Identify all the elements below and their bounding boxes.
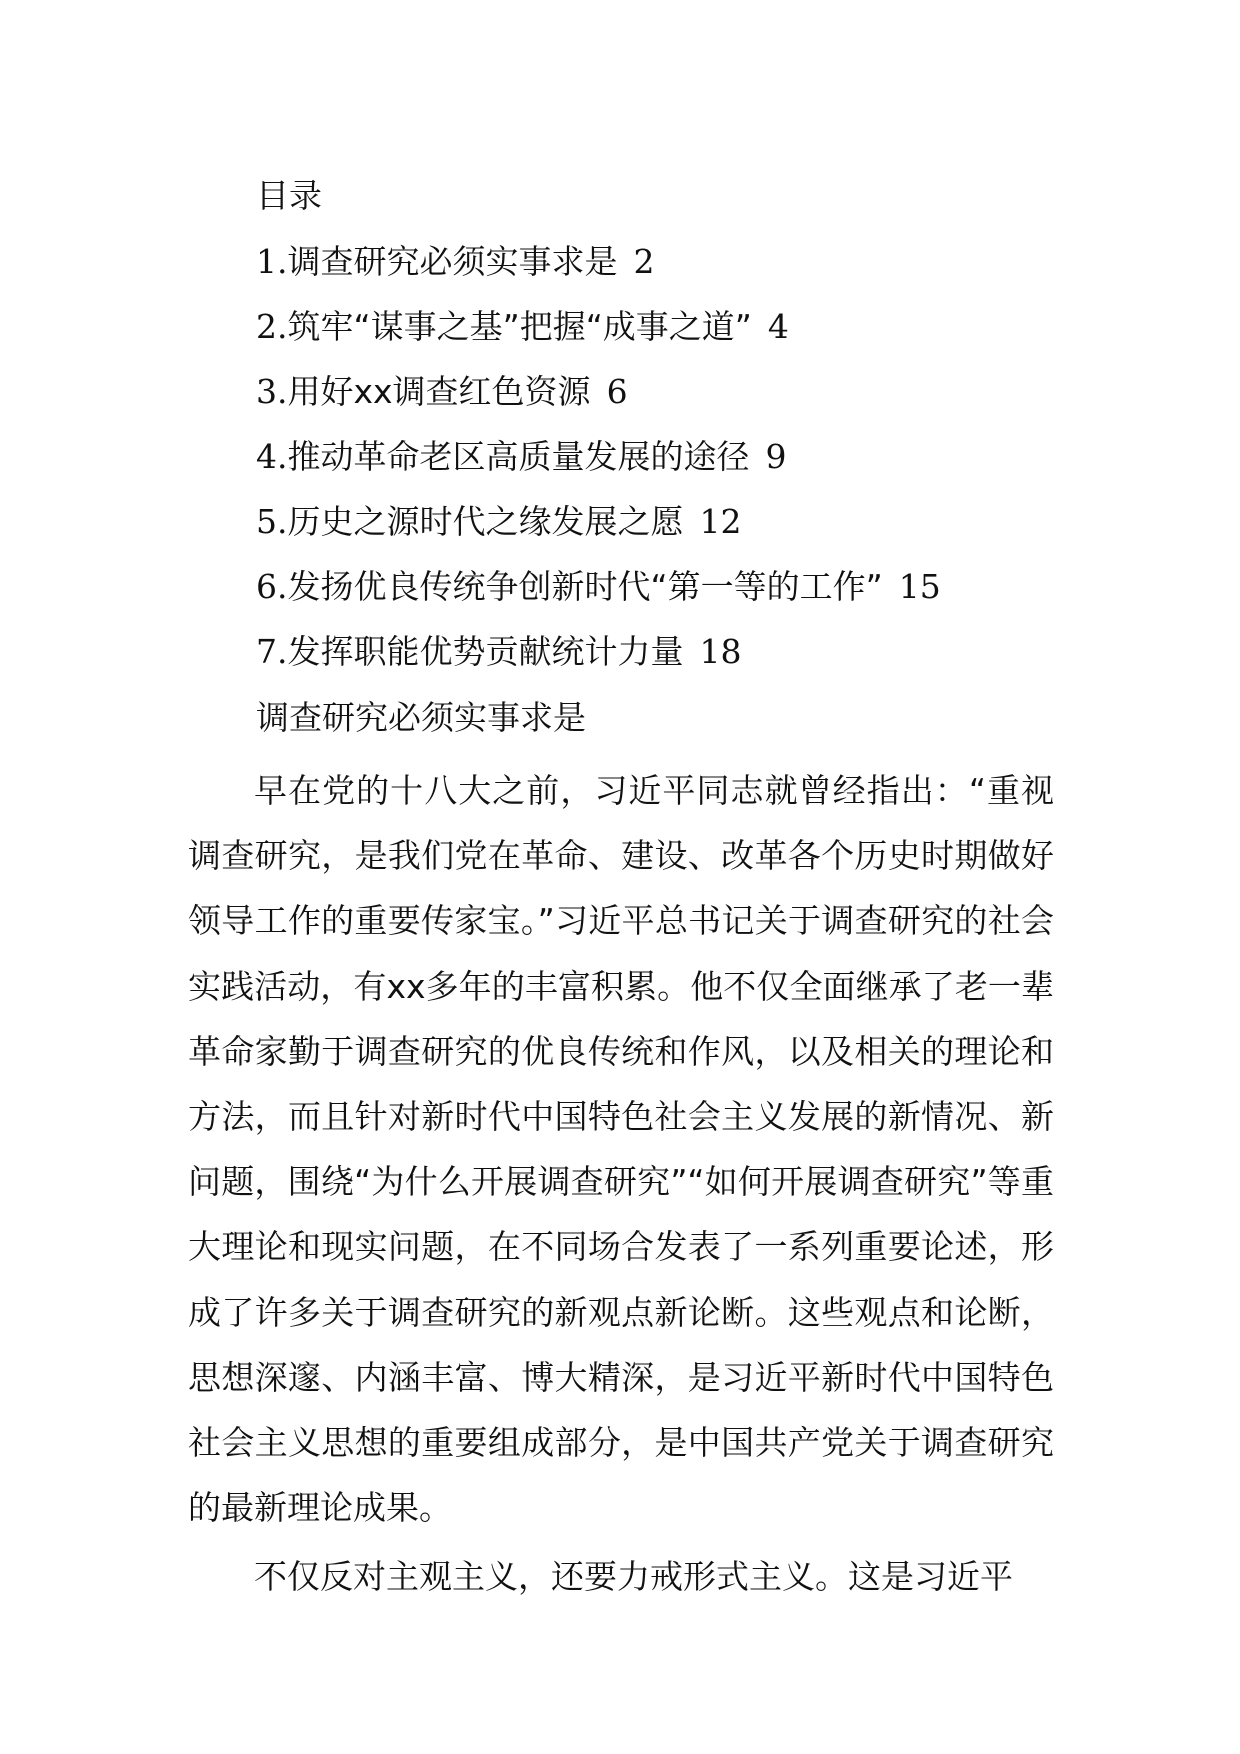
toc-item-page: 9 bbox=[765, 437, 787, 476]
toc-item-page: 2 bbox=[633, 242, 655, 281]
toc-item-text: 推动革命老区高质量发展的途径 bbox=[287, 437, 750, 476]
toc-item-number: 4. bbox=[256, 437, 288, 476]
toc-item bbox=[256, 368, 941, 433]
toc-item bbox=[256, 303, 941, 368]
toc-item-number: 7. bbox=[256, 632, 288, 671]
toc-item bbox=[256, 563, 941, 628]
table-of-contents bbox=[256, 238, 941, 693]
toc-item-text: 发扬优良传统争创新时代“第一等的工作” bbox=[287, 567, 883, 606]
toc-item-page: 15 bbox=[898, 567, 941, 606]
toc-item-text: 筑牢“谋事之基”把握“成事之道” bbox=[287, 307, 752, 346]
section-heading: 调查研究必须实事求是 bbox=[256, 698, 586, 737]
toc-item bbox=[256, 628, 941, 693]
toc-item-number: 5. bbox=[256, 502, 288, 541]
toc-item-number: 3. bbox=[256, 372, 288, 411]
toc-item bbox=[256, 238, 941, 303]
toc-item-number: 2. bbox=[256, 307, 288, 346]
toc-item-number: 6. bbox=[256, 567, 288, 606]
toc-item-text: 历史之源时代之缘发展之愿 bbox=[287, 502, 684, 541]
toc-item bbox=[256, 498, 941, 563]
toc-item-text: 发挥职能优势贡献统计力量 bbox=[287, 632, 684, 671]
toc-title: 目录 bbox=[256, 176, 322, 215]
toc-item-number: 1. bbox=[256, 242, 288, 281]
toc-item-page: 4 bbox=[767, 307, 789, 346]
toc-item bbox=[256, 433, 941, 498]
body-paragraph: 不仅反对主观主义，还要力戒形式主义。这是习近平 bbox=[254, 1557, 1013, 1596]
toc-item-page: 18 bbox=[699, 632, 742, 671]
toc-item-page: 6 bbox=[606, 372, 628, 411]
toc-item-page: 12 bbox=[699, 502, 742, 541]
toc-item-text: 用好xx调查红色资源 bbox=[287, 372, 591, 411]
toc-item-text: 调查研究必须实事求是 bbox=[287, 242, 618, 281]
body-paragraph: 早在党的十八大之前，习近平同志就曾经指出：“重视调查研究，是我们党在革命、建设、改革各个历史时期做好领导工作的重要传家宝。”习近平总书记关于调查研究的社会实践活动，有xx多年的丰富积累。他不仅全面继承了老一辈革命家勤于调查研究的优良传统和作风，以及相关的理论和方法，而且针对新时代中国特色社会主义发展的新情况、新问题，围绕“为什么开展调查研究”“如何开展调查研究”等重大理论和现实问题，在不同场合发表了一系列重要论述，形成了许多关于调查研究的新观点新论断。这些观点和论断，思想深邃、内涵丰富、博大精深，是习近平新时代中国特色社会主义思想的重要组成部分，是中国共产党关于调查研究的最新理论成果。 bbox=[188, 771, 1054, 1528]
